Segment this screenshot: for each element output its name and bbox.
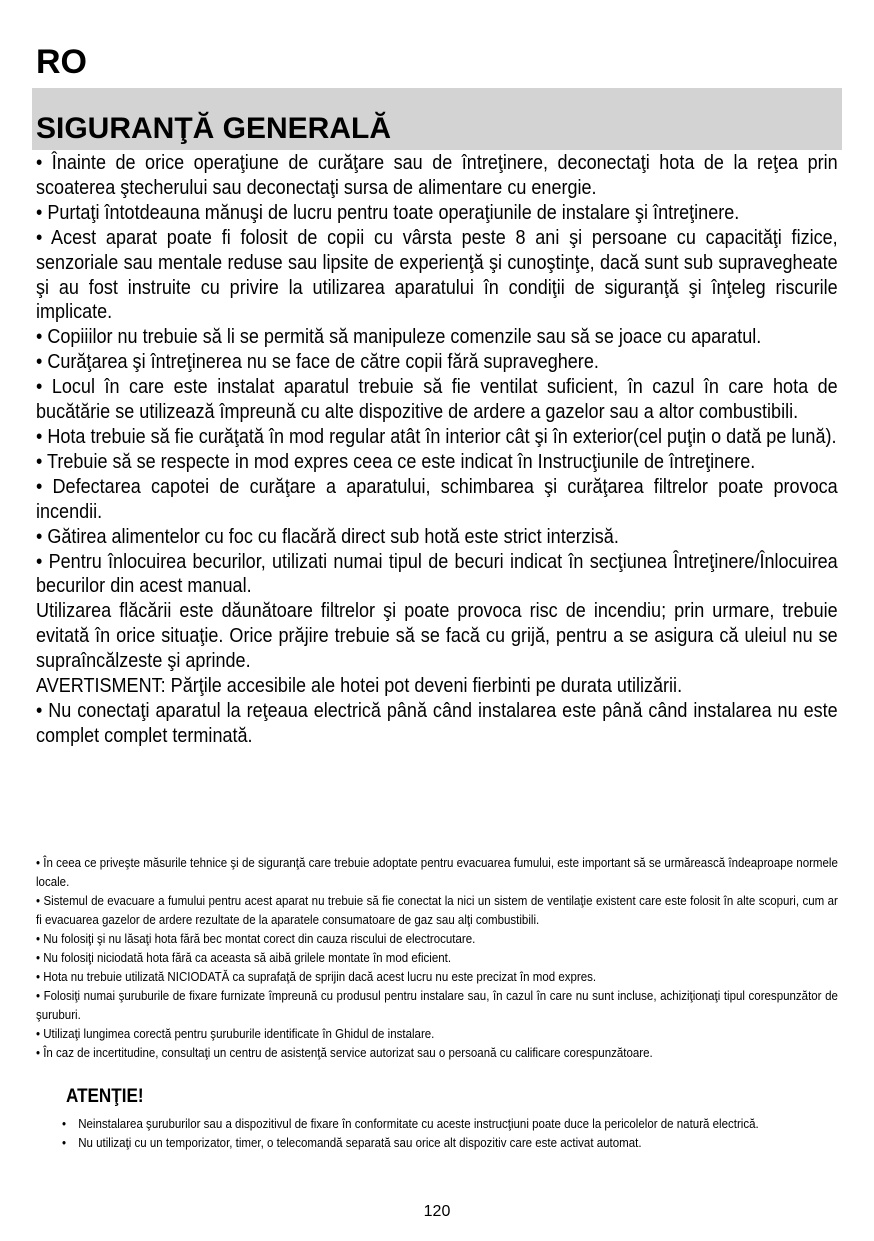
safety-paragraph: • Gătirea alimentelor cu foc cu flacără direct sub hotă este strict interzisă. — [36, 524, 619, 548]
warning-item — [62, 1133, 838, 1152]
technical-paragraph: • Nu folosiţi niciodată hota fără ca aceasta să aibă grilele montate în mod eficient. — [36, 950, 452, 965]
bullet-icon: • — [62, 1135, 67, 1150]
section-title: SIGURANŢĂ GENERALĂ — [36, 112, 392, 145]
safety-paragraph: • Purtaţi întotdeauna mănuşi de lucru pentru toate operaţiunile de instalare şi întreţinere. — [36, 200, 740, 224]
technical-paragraph: • Nu folosiţi şi nu lăsaţi hota fără bec montat corect din cauza riscului de electrocutare. — [36, 931, 476, 946]
warning-heading: ATENŢIE! — [66, 1086, 144, 1107]
technical-paragraph: • Folosiţi numai şuruburile de fixare furnizate împreună cu produsul pentru instalare sau, în cazul în care nu sunt incluse, achiziţionaţi tipul corespunzător de şuruburi. — [36, 988, 838, 1022]
language-code: RO — [36, 43, 87, 81]
safety-paragraph: AVERTISMENT: Părţile accesibile ale hotei pot deveni fierbinti pe durata utilizării. — [36, 674, 683, 698]
safety-paragraph: • Locul în care este instalat aparatul trebuie să fie ventilat suficient, în cazul în care hota de bucătărie se utilizează împreună cu alte dispozitive de ardere a gazelor sau a altor combustibili. — [36, 375, 838, 424]
technical-paragraph: • Utilizaţi lungimea corectă pentru şuruburile identificate în Ghidul de instalare. — [36, 1026, 435, 1041]
safety-paragraph: • Defectarea capotei de curăţare a aparatului, schimbarea şi curăţarea filtrelor poate provoca incendii. — [36, 474, 838, 523]
warning-item-text: Neinstalarea şuruburilor sau a dispozitivul de fixare în conformitate cu aceste instrucţiuni poate duce la pericolelor de natură electrică. — [78, 1116, 759, 1131]
technical-instructions — [36, 853, 838, 1062]
warning-item-text: Nu utilizaţi cu un temporizator, timer, o telecomandă separată sau orice alt dispozitiv care este activat automat. — [78, 1135, 642, 1150]
page-number: 120 — [423, 1203, 451, 1220]
safety-paragraph: • Trebuie să se respecte in mod expres ceea ce este indicat în Instrucţiunile de întreţinere. — [36, 449, 756, 473]
warning-list — [62, 1114, 838, 1152]
safety-paragraph: • Hota trebuie să fie curăţată în mod regular atât în interior cât şi în exterior(cel puţin o dată pe lună). — [36, 424, 837, 448]
safety-paragraph: • Nu conectaţi aparatul la reţeaua electrică până când instalarea este până când instalarea nu este complet complet terminată. — [36, 698, 838, 747]
safety-instructions — [36, 151, 838, 749]
warning-item — [62, 1114, 838, 1133]
safety-paragraph: • Copiiilor nu trebuie să li se permită să manipuleze comenzile sau să se joace cu aparatul. — [36, 325, 762, 349]
safety-paragraph: • Curăţarea şi întreţinerea nu se face de către copii fără supraveghere. — [36, 350, 599, 374]
bullet-icon: • — [62, 1116, 67, 1131]
safety-paragraph: • Pentru înlocuirea becurilor, utilizati numai tipul de becuri indicat în secţiunea Întreţinere/Înlocuirea becurilor din acest manual. — [36, 549, 838, 598]
safety-paragraph: • Acest aparat poate fi folosit de copii cu vârsta peste 8 ani şi persoane cu capacităţi fizice, senzoriale sau mentale reduse sau lipsite de experienţă şi cunoştinţe, dacă sunt sub supravegheate şi au fost instruite cu privire la utilizarea aparatului în condiţii de siguranţă şi înţeleg riscurile implicate. — [36, 225, 838, 324]
technical-paragraph: • În caz de incertitudine, consultaţi un centru de asistenţă service autorizat sau o persoană cu calificare corespunzătoare. — [36, 1045, 653, 1060]
technical-paragraph: • Hota nu trebuie utilizată NICIODATĂ ca suprafaţă de sprijin dacă acest lucru nu este precizat în mod expres. — [36, 969, 597, 984]
safety-paragraph: Utilizarea flăcării este dăunătoare filtrelor şi poate provoca risc de incendiu; prin urmare, trebuie evitată în orice situaţie. Orice prăjire trebuie să se facă cu grijă, pentru a se asigura că uleiul nu se supraîncălzeste şi aprinde. — [36, 599, 838, 673]
technical-paragraph: • Sistemul de evacuare a fumului pentru acest aparat nu trebuie să fie conectat la nici un sistem de ventilaţie existent care este folosit în alte scopuri, cum ar fi evacuarea gazelor de ardere rezultate de la aparatele consumatoare de gaz sau alţi combustibili. — [36, 893, 838, 927]
safety-paragraph: • Înainte de orice operaţiune de curăţare sau de întreţinere, deconectaţi hota de la reţea prin scoaterea ştecherului sau deconectaţi sursa de alimentare cu energie. — [36, 151, 838, 199]
technical-paragraph: • În ceea ce priveşte măsurile tehnice şi de siguranţă care trebuie adoptate pentru evacuarea fumului, este important să se urmărească îndeaproape normele locale. — [36, 855, 838, 889]
